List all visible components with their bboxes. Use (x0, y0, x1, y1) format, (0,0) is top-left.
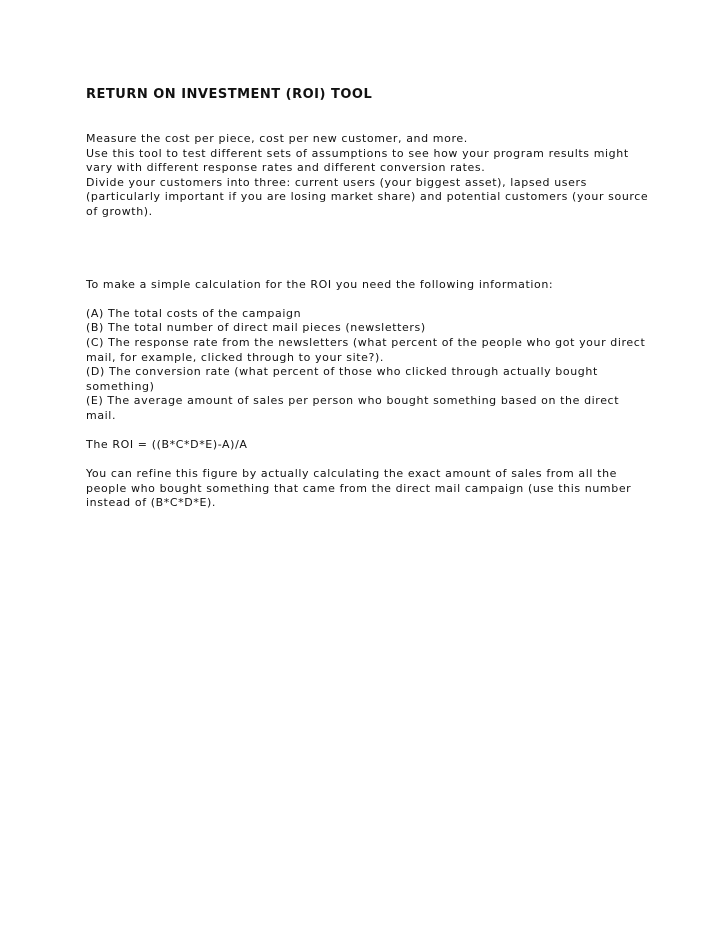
roi-formula (86, 438, 646, 453)
intro-line: (particularly important if you are losing market share) and potential customers (your source (86, 190, 649, 204)
requirement-line: (D) The conversion rate (what percent of those who clicked through actually bought (86, 365, 598, 379)
intro-line: Use this tool to test different sets of assumptions to see how your program results might (86, 146, 629, 160)
requirement-line: mail. (86, 408, 117, 422)
requirement-line: something) (86, 379, 155, 393)
refine-paragraph (86, 467, 646, 511)
intro-line: of growth). (86, 204, 153, 218)
requirements-intro (86, 278, 646, 293)
intro-line: vary with different response rates and different conversion rates. (86, 161, 486, 175)
document-body (86, 86, 649, 511)
intro-line: Measure the cost per piece, cost per new customer, and more. (86, 132, 468, 145)
roi-formula-text: The ROI = ((B*C*D*E)-A)/A (86, 438, 248, 452)
requirement-line: (C) The response rate from the newsletters (what percent of the people who got your direct (86, 335, 646, 349)
intro-paragraph (86, 132, 649, 220)
refine-line: instead of (B*C*D*E). (86, 496, 216, 510)
requirements-list (86, 307, 646, 424)
requirement-line: (A) The total costs of the campaign (86, 306, 302, 320)
requirements-intro-text: To make a simple calculation for the ROI you need the following information: (86, 277, 554, 291)
requirement-line: mail, for example, clicked through to your site?). (86, 350, 384, 364)
requirement-line: (B) The total number of direct mail pieces (newsletters) (86, 321, 426, 335)
refine-line: You can refine this figure by actually calculating the exact amount of sales from all the (86, 467, 618, 481)
refine-line: people who bought something that came from the direct mail campaign (use this number (86, 481, 632, 495)
requirement-line: (E) The average amount of sales per person who bought something based on the direct (86, 394, 620, 408)
document-title: RETURN ON INVESTMENT (ROI) TOOL (86, 87, 373, 102)
intro-line: Divide your customers into three: current users (your biggest asset), lapsed users (86, 175, 587, 189)
